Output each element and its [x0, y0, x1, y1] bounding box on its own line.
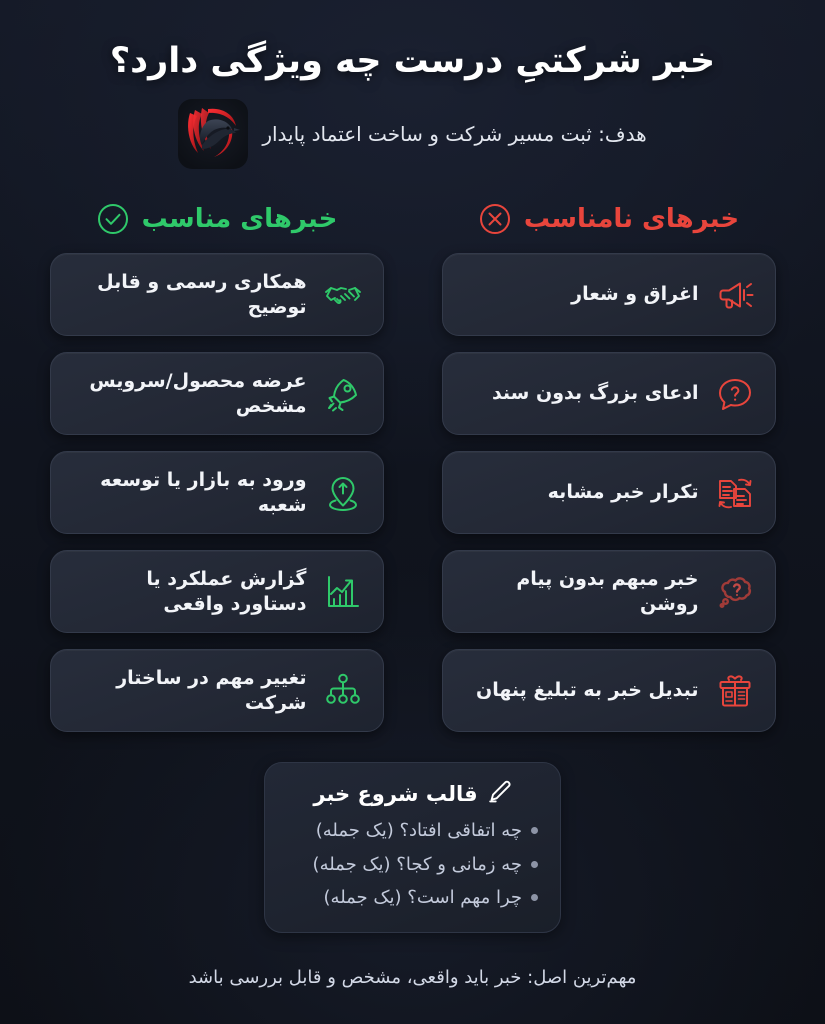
template-bullet-list [287, 814, 538, 914]
card-unsuitable-2[interactable] [442, 352, 776, 435]
bullet-text: چرا مهم است؟ (یک جمله) [323, 886, 522, 908]
column-heading-label: خبرهای نامناسب [523, 204, 740, 235]
org-chart-icon [321, 669, 365, 713]
card-label: همکاری رسمی و قابل توضیح [97, 271, 307, 318]
column-header-suitable [50, 193, 384, 245]
check-circle-icon [96, 202, 130, 236]
card-suitable-5[interactable] [50, 649, 384, 732]
card-suitable-4[interactable] [50, 550, 384, 633]
template-box-wrapper [0, 762, 825, 933]
card-label: تکرار خبر مشابه [547, 481, 699, 504]
template-box-header [287, 779, 538, 808]
bullet-dot-icon [531, 861, 538, 868]
question-speech-bubble-icon [713, 372, 757, 416]
card-label: اغراق و شعار [571, 283, 699, 306]
pencil-icon [487, 779, 512, 808]
cards-list-unsuitable [442, 253, 776, 732]
card-unsuitable-5[interactable] [442, 649, 776, 732]
card-suitable-1[interactable] [50, 253, 384, 336]
card-unsuitable-4[interactable] [442, 550, 776, 633]
bullet-text: چه اتفاقی افتاد؟ (یک جمله) [315, 820, 522, 842]
column-unsuitable-news [442, 193, 776, 732]
column-heading-label: خبرهای مناسب [141, 204, 338, 235]
bullet-text: چه زمانی و کجا؟ (یک جمله) [312, 853, 522, 875]
card-label: عرضه محصول/سرویس مشخص [89, 370, 307, 417]
duplicate-documents-icon [713, 471, 757, 515]
page-subtitle: هدف: ثبت مسیر شرکت و ساخت اعتماد پایدار [262, 122, 647, 147]
card-suitable-2[interactable] [50, 352, 384, 435]
cards-list-suitable [50, 253, 384, 732]
news-start-template-box [264, 762, 561, 933]
subtitle-row [0, 99, 825, 169]
location-pin-up-arrow-icon [321, 471, 365, 515]
page-title: خبر شرکتیِ درست چه ویژگی دارد؟ [109, 41, 716, 81]
card-suitable-3[interactable] [50, 451, 384, 534]
columns-container [0, 193, 825, 732]
card-unsuitable-3[interactable] [442, 451, 776, 534]
card-label: خبر مبهم بدون پیام روشن [516, 568, 699, 615]
bullet-dot-icon [531, 894, 538, 901]
raven-phoenix-logo-icon [178, 99, 248, 169]
thought-cloud-question-icon [713, 570, 757, 614]
card-label: ورود به بازار یا توسعه شعبه [100, 469, 307, 516]
megaphone-icon [713, 273, 757, 317]
card-label: تبدیل خبر به تبلیغ پنهان [475, 679, 699, 702]
column-suitable-news [50, 193, 384, 732]
gift-newspaper-icon [713, 669, 757, 713]
template-box-heading: قالب شروع خبر [313, 781, 478, 806]
list-item [287, 814, 538, 847]
x-circle-icon [478, 202, 512, 236]
handshake-icon [321, 273, 365, 317]
footer-note: مهم‌ترین اصل: خبر باید واقعی، مشخص و قابل بررسی باشد [188, 967, 637, 988]
bar-chart-growth-icon [321, 570, 365, 614]
header [0, 0, 825, 169]
bullet-dot-icon [531, 827, 538, 834]
card-label: گزارش عملکرد یا دستاورد واقعی [146, 568, 307, 615]
column-header-unsuitable [442, 193, 776, 245]
card-label: تغییر مهم در ساختار شرکت [116, 667, 307, 714]
card-label: ادعای بزرگ بدون سند [491, 382, 699, 405]
list-item [287, 848, 538, 881]
list-item [287, 881, 538, 914]
rocket-icon [321, 372, 365, 416]
card-unsuitable-1[interactable] [442, 253, 776, 336]
